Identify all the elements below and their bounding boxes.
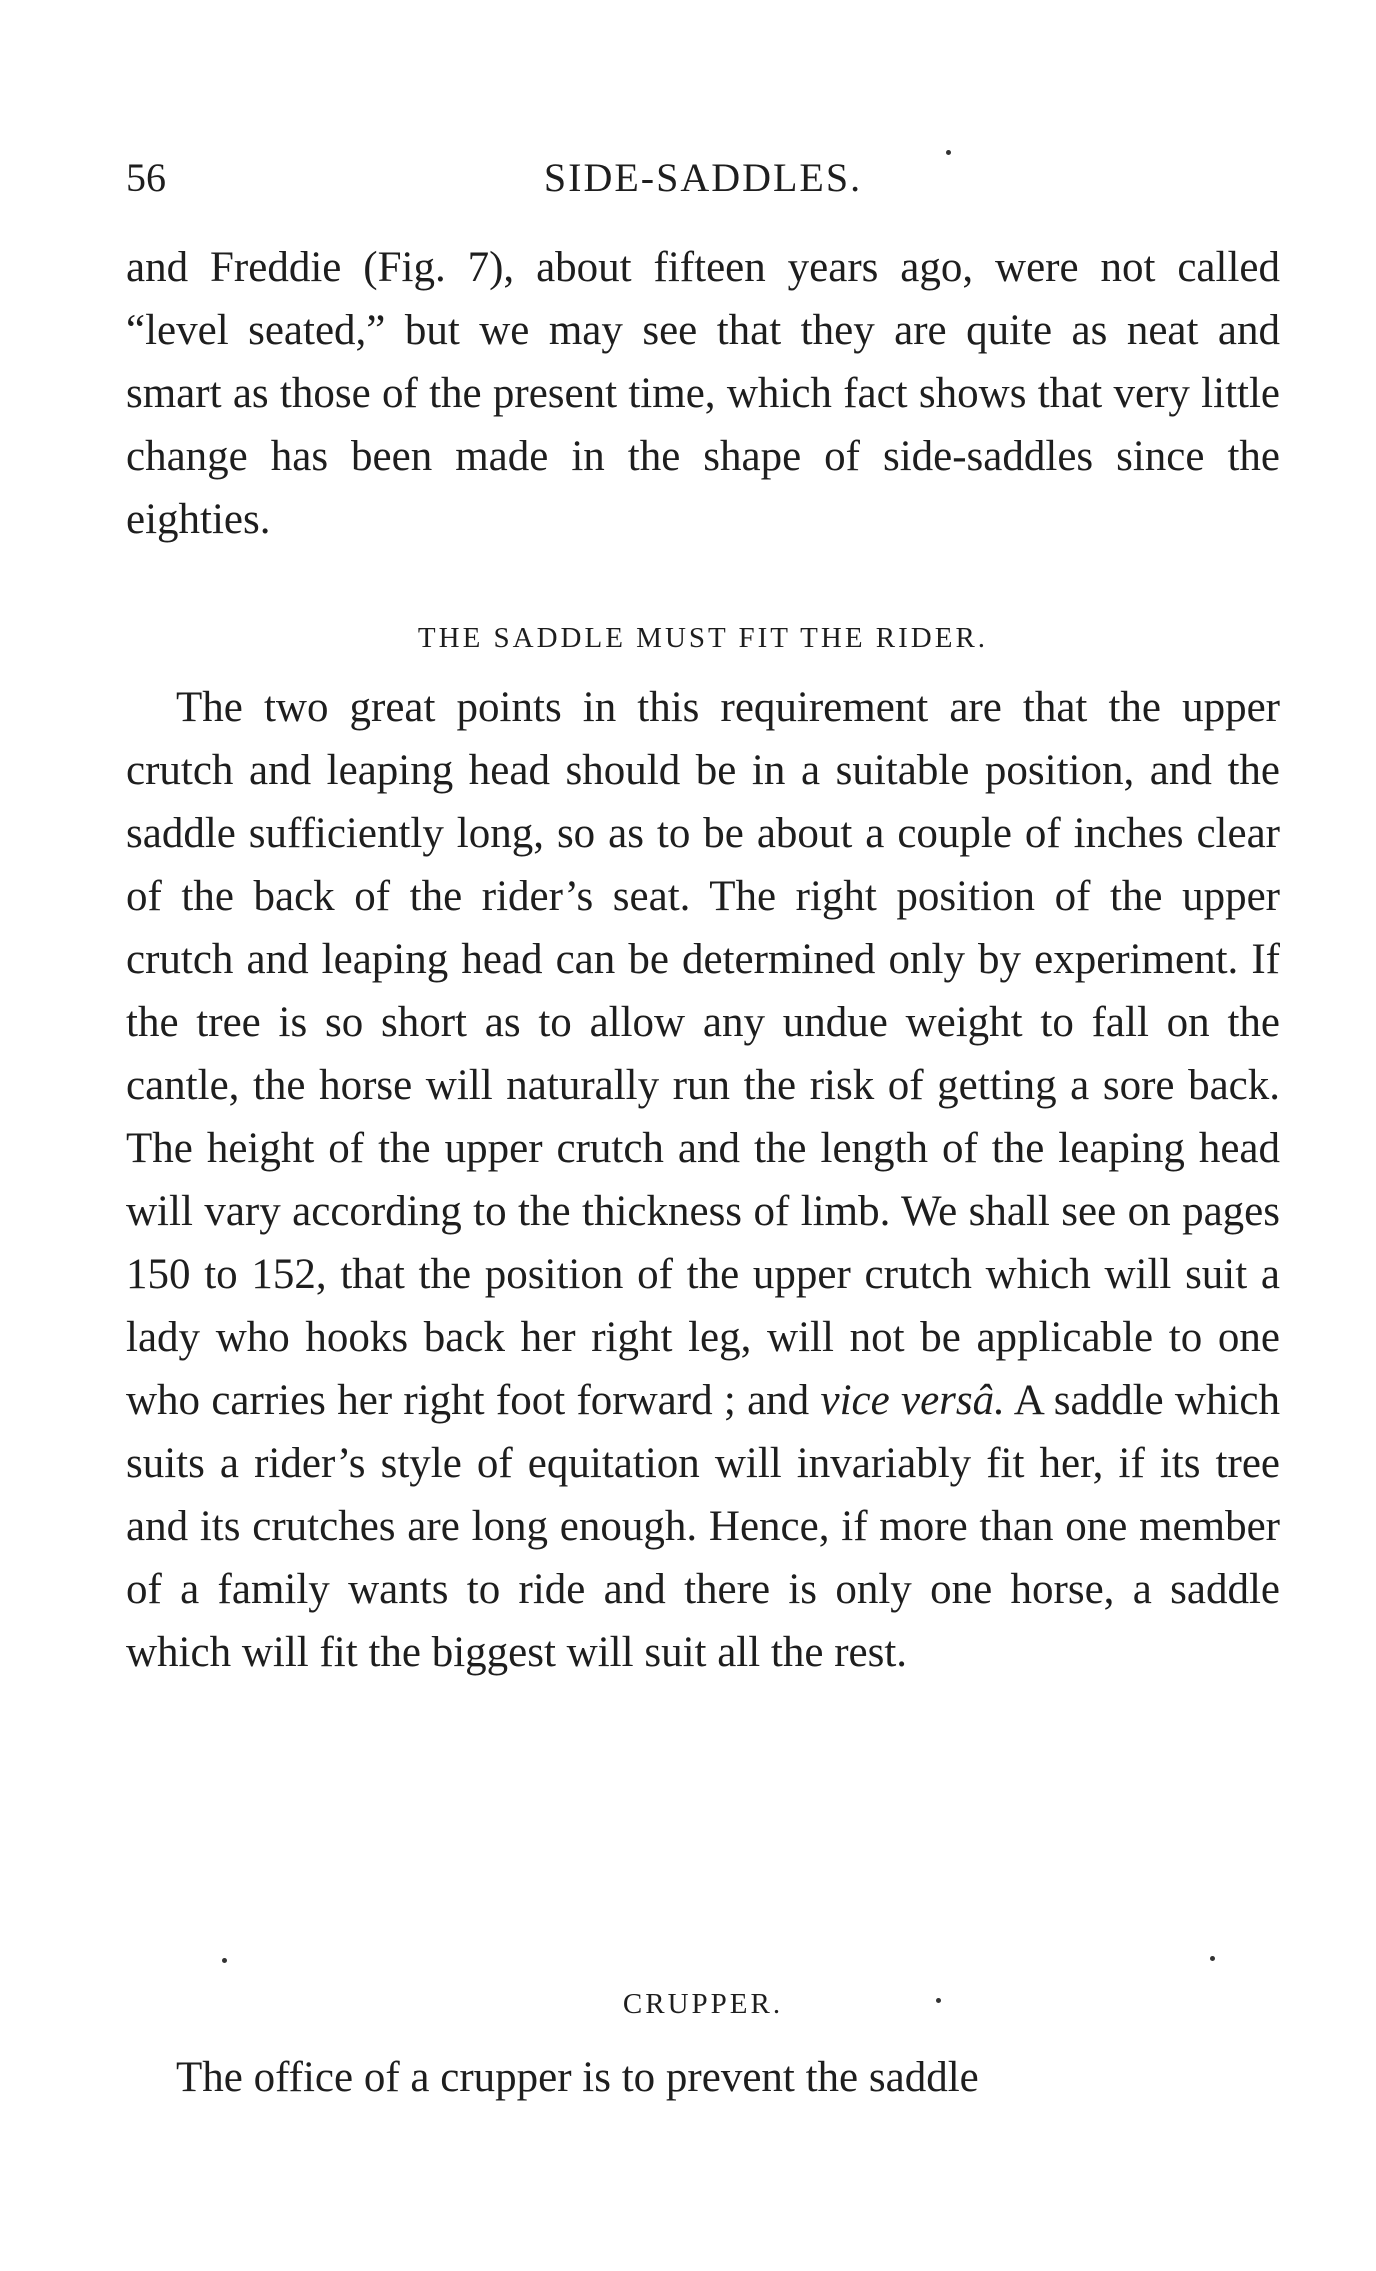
print-speck: [936, 1998, 941, 2003]
print-speck: [1210, 1956, 1215, 1961]
page-number: 56: [126, 155, 166, 200]
section-heading-crupper: CRUPPER.: [622, 1988, 784, 2020]
print-speck: [222, 1958, 227, 1963]
print-speck: [946, 150, 951, 155]
running-head: [126, 148, 1280, 208]
paragraph-text: A saddle which suits a rider’s style of equitation will invariably fit her, if its tree and its crutches are long enough. Hence, if more than one member of a family wants to ride and there is only one horse, a saddle which will fit the biggest will suit all the rest.: [126, 1377, 1280, 1676]
italic-phrase: vice versâ.: [820, 1377, 1005, 1424]
paragraph-saddle-fit: [126, 676, 1280, 1684]
running-title: SIDE-SADDLES.: [543, 155, 863, 200]
section-heading-saddle-fit: THE SADDLE MUST FIT THE RIDER.: [417, 622, 989, 654]
paragraph-text: The two great points in this requirement are that the upper crutch and leaping head should be in a suitable position, and the saddle sufficiently long, so as to be about a couple of inches clear of the back of the rider’s seat. The right position of the upper crutch and leaping head can be determined only by experiment. If the tree is so short as to allow any undue weight to fall on the cantle, the horse will naturally run the risk of getting a sore back. The height of the upper crutch and the length of the leaping head will vary according to the thickness of limb. We shall see on pages 150 to 152, that the position of the upper crutch which will suit a lady who hooks back her right leg, will not be applicable to one who carries her right foot forward ; and: [126, 684, 1280, 1424]
paragraph-crupper: The office of a crupper is to prevent the saddle: [176, 2054, 979, 2101]
paragraph-continued: and Freddie (Fig. 7), about fifteen years ago, were not called “level seated,” but we may see that they are quite as neat and smart as those of the present time, which fact shows that very little change has been made in the shape of side-saddles since the eighties.: [126, 244, 1280, 543]
